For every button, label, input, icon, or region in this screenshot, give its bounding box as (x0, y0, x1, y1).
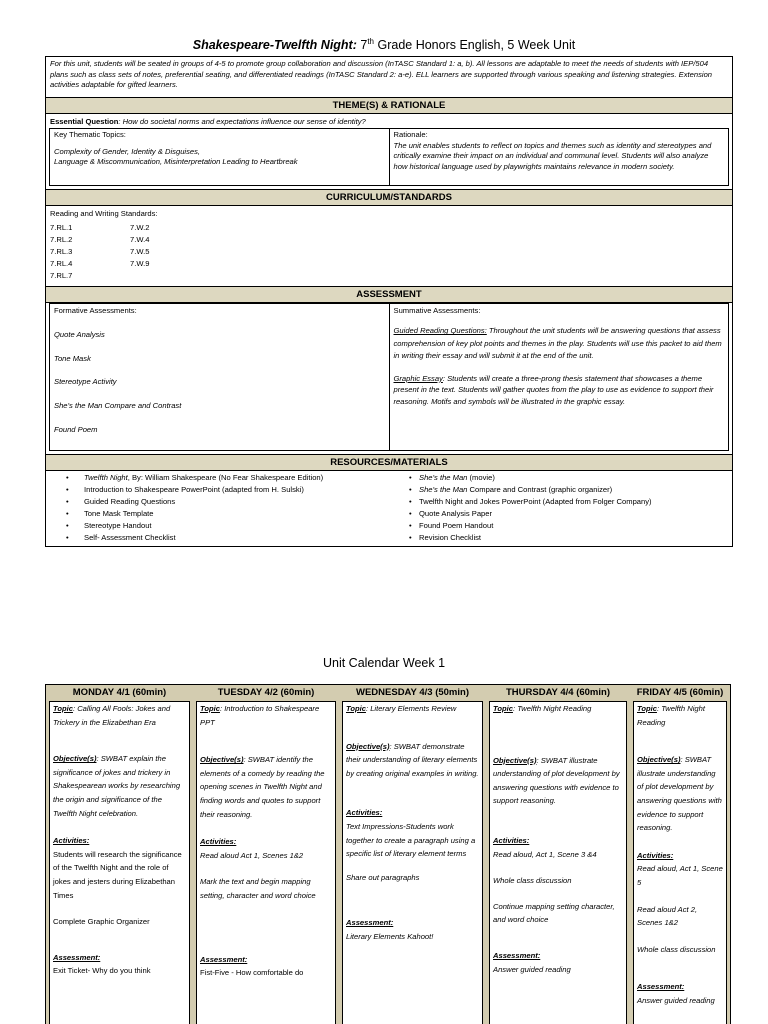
intro-paragraph: For this unit, students will be seated in groups of 4-5 to promote group collaboration and discussion (InTASC Standard 1: a, b). All lessons are adaptable to meet the needs of students with IEP/504 plans such as class sets of notes, preferential seating, and differentiated readings (InTASC Standard 2: a-e). ELL learners are supported through various speaking and listening strategies. Extension activities adaptable for gifted learners. (46, 57, 732, 98)
day-activity: Read aloud, Act 1, Scene 5 (637, 864, 723, 887)
resources-section (46, 471, 732, 547)
calendar-title: Unit Calendar Week 1 (322, 656, 446, 670)
objective-label: Objective(s) (493, 755, 537, 765)
day-activity: Complete Graphic Organizer (53, 917, 150, 927)
day-body (342, 701, 483, 1024)
assessment-label: Assessment: (346, 918, 394, 928)
resource-item (84, 508, 397, 520)
standard-item: 7.RL.1 (50, 223, 73, 232)
document-title (0, 37, 768, 52)
resource-item (84, 472, 397, 484)
resource-item (419, 532, 732, 544)
day-topic: : Literary Elements Review (365, 704, 457, 713)
day-column-friday (630, 685, 730, 1024)
resource-italic: She’s the Man (419, 485, 468, 494)
objective-label: Objective(s) (637, 755, 681, 765)
day-body (489, 701, 627, 1024)
standards-col-2 (130, 222, 149, 282)
themes-columns (49, 128, 729, 186)
standards-col-1 (50, 222, 130, 282)
assessment-label: Assessment: (493, 950, 541, 960)
formative-item: She’s the Man Compare and Contrast (54, 401, 182, 411)
day-header: FRIDAY 4/5 (60min) (636, 687, 724, 698)
resources-right-list (397, 472, 732, 544)
eq-label: Essential Question (50, 117, 119, 126)
day-topic: : Twelfth Night Reading (512, 704, 592, 713)
title-grade: 7 (360, 38, 368, 53)
topics-line-1: Complexity of Gender, Identity & Disguises, (54, 146, 201, 156)
resource-item (419, 484, 732, 496)
day-activity: Mark the text and begin mapping setting, character and word choice (200, 877, 316, 900)
day-assessment: Exit Ticket- Why do you think (53, 966, 151, 976)
resource-text: Compare and Contrast (graphic organizer) (467, 485, 613, 494)
assessment-section (46, 303, 732, 455)
day-assessment: Literary Elements Kahoot! (346, 931, 434, 941)
guided-reading-desc (394, 325, 725, 362)
summative-label: Summative Assessments: (393, 306, 481, 315)
resources-left-list (46, 472, 397, 544)
day-activity: Read aloud, Act 1, Scene 3 &4 (493, 849, 597, 859)
resource-item (84, 496, 397, 508)
standard-item: 7.RL.2 (50, 235, 73, 244)
gr-label: Guided Reading Questions: (393, 326, 487, 336)
day-column-tuesday (193, 685, 339, 1024)
activities-label: Activities: (346, 808, 383, 818)
resource-text: (movie) (467, 473, 495, 482)
standard-item: 7.W.4 (130, 235, 150, 244)
day-topic: : Twelfth Night Reading (637, 704, 705, 727)
ge-label: Graphic Essay (393, 373, 443, 383)
topics-label: Key Thematic Topics: (54, 130, 126, 139)
day-objective: : SWBAT demonstrate their understanding of literary elements by creating original examples in writing. (346, 741, 479, 778)
resource-item (84, 484, 397, 496)
formative-item: Quote Analysis (54, 329, 105, 339)
themes-section (46, 114, 732, 190)
calendar-table (45, 684, 731, 1024)
thematic-topics (50, 129, 390, 185)
standards-label: Reading and Writing Standards: (50, 209, 158, 218)
resource-text: , By: William Shakespeare (No Fear Shakespeare Edition) (127, 473, 324, 482)
title-main: Shakespeare-Twelfth Night: (192, 38, 357, 53)
formative-item: Stereotype Activity (54, 377, 117, 387)
resource-text: Tone Mask Template (84, 509, 154, 518)
day-header: TUESDAY 4/2 (60min) (217, 687, 315, 698)
eq-text: : How do societal norms and expectations influence our sense of identity? (118, 117, 366, 126)
day-activity: Continue mapping setting character, and word choice (493, 901, 615, 925)
summative-assessments (390, 304, 729, 450)
title-sup: th (367, 37, 374, 46)
day-body (49, 701, 190, 1024)
day-activity: Whole class discussion (637, 944, 716, 954)
day-header: MONDAY 4/1 (60min) (72, 687, 167, 698)
formative-item: Found Poem (54, 424, 98, 434)
resource-text: Revision Checklist (419, 533, 482, 542)
resource-item (419, 508, 732, 520)
resource-italic: She’s the Man (419, 473, 468, 482)
day-header: WEDNESDAY 4/3 (50min) (356, 687, 469, 698)
resource-item (84, 532, 397, 544)
day-body (196, 701, 336, 1024)
topic-label: Topic (53, 704, 73, 713)
title-rest: Grade Honors English, 5 Week Unit (377, 38, 576, 53)
topic-label: Topic (493, 704, 513, 713)
day-objective: : SWBAT illustrate understanding of plot development by answering questions with evidence to support reasoning. (493, 755, 620, 806)
resource-text: Introduction to Shakespeare PowerPoint (adapted from H. Sulski) (84, 485, 304, 494)
resource-text: Guided Reading Questions (84, 497, 176, 506)
day-topic: : Introduction to Shakespeare PPT (200, 704, 320, 727)
standard-item: 7.W.5 (130, 247, 150, 256)
day-activity: Students will research the significance of the Twelfth Night and the role of jokes and jesters during Elizabethan Times (53, 849, 182, 900)
standard-item: 7.RL.3 (50, 247, 73, 256)
day-assessment: Answer guided reading (493, 964, 571, 974)
topic-label: Topic (637, 704, 657, 713)
standard-item: 7.RL.7 (50, 271, 73, 280)
resource-item (419, 520, 732, 532)
assessment-columns (49, 303, 729, 451)
topics-line-2: Language & Miscommunication, Misinterpretation Leading to Heartbreak (54, 157, 298, 167)
activities-label: Activities: (200, 837, 237, 847)
rationale-text: The unit enables students to reflect on topics and themes such as identity and stereotypes and critically examine their impact on an individual and communal level. Students will also analyze how historical language used by playwrights maintains relevance in modern society. (393, 140, 712, 171)
assessment-label: Assessment: (637, 982, 685, 992)
assessment-heading: ASSESSMENT (46, 287, 732, 303)
topic-label: Topic (346, 704, 366, 713)
day-activity: Share out paragraphs (346, 872, 420, 882)
unit-plan-table (45, 56, 733, 547)
standards-section (46, 206, 732, 287)
objective-label: Objective(s) (346, 741, 390, 751)
rationale (390, 129, 729, 185)
day-assessment: Fist-Five - How comfortable do (200, 968, 304, 978)
activities-label: Activities: (53, 836, 90, 846)
day-body (633, 701, 727, 1024)
ge-text: : Students will create a three-prong thesis statement that showcases a theme present in the text. Students will gather quotes from the play to use as evidence to support their reasoning. Motifs and symbols will be illustrated in the graphic essay. (393, 373, 714, 407)
standard-item: 7.W.2 (130, 223, 150, 232)
resource-item (419, 472, 732, 484)
assessment-label: Assessment: (200, 954, 248, 964)
day-column-wednesday (339, 685, 486, 1024)
standard-item: 7.W.9 (130, 259, 150, 268)
resource-item (419, 496, 732, 508)
resource-text: Quote Analysis Paper (419, 509, 493, 518)
resource-text: Stereotype Handout (84, 521, 152, 530)
graphic-essay-desc (394, 373, 725, 408)
curriculum-heading: CURRICULUM/STANDARDS (46, 190, 732, 206)
resource-text: Found Poem Handout (419, 521, 494, 530)
day-activity: Read aloud Act 2, Scenes 1&2 (637, 904, 698, 928)
standard-item: 7.RL.4 (50, 259, 73, 268)
formative-label: Formative Assessments: (54, 306, 137, 315)
day-activity: Text Impressions-Students work together to create a paragraph using a specific list of literary element terms (346, 821, 476, 859)
day-assessment: Answer guided reading (637, 995, 715, 1005)
activities-label: Activities: (637, 850, 674, 860)
assessment-label: Assessment: (53, 952, 101, 962)
essential-question (46, 114, 732, 128)
gr-text: Throughout the unit students will be answering questions that assess comprehension of key plot points and themes in the play. Students will use this packet to aid them in writing their essay and will submit it at the end of the unit. (393, 326, 722, 361)
activities-label: Activities: (493, 835, 530, 845)
day-column-thursday (486, 685, 630, 1024)
resource-text: Twelfth Night and Jokes PowerPoint (Adapted from Folger Company) (419, 497, 652, 506)
rationale-label: Rationale: (393, 130, 428, 139)
objective-label: Objective(s) (200, 755, 244, 765)
objective-label: Objective(s) (53, 754, 97, 764)
formative-assessments (50, 304, 390, 450)
resource-italic: Twelfth Night (84, 473, 128, 482)
day-activity: Whole class discussion (493, 876, 572, 886)
day-column-monday (46, 685, 193, 1024)
day-header: THURSDAY 4/4 (60min) (505, 687, 610, 698)
day-objective: : SWBAT identify the elements of a comedy by reading the opening scenes in Twelfth Night and finding words and quotes to support their reasoning. (200, 755, 325, 819)
resource-item (84, 520, 397, 532)
resources-heading: RESOURCES/MATERIALS (46, 455, 732, 471)
formative-item: Tone Mask (54, 353, 91, 363)
themes-heading: THEME(S) & RATIONALE (46, 98, 732, 114)
day-topic: : Calling All Fools: Jokes and Trickery in the Elizabethan Era (53, 704, 171, 727)
day-objective: : SWBAT illustrate understanding of plot development by answering questions with evidence to support reasoning. (637, 755, 722, 833)
day-objective: : SWBAT explain the significance of jokes and trickery in Shakespearean works by researching the origin and significance of the Twelfth Night celebration. (53, 754, 181, 818)
day-activity: Read aloud Act 1, Scenes 1&2 (200, 850, 304, 860)
topic-label: Topic (200, 704, 220, 713)
resource-text: Self- Assessment Checklist (84, 533, 176, 542)
